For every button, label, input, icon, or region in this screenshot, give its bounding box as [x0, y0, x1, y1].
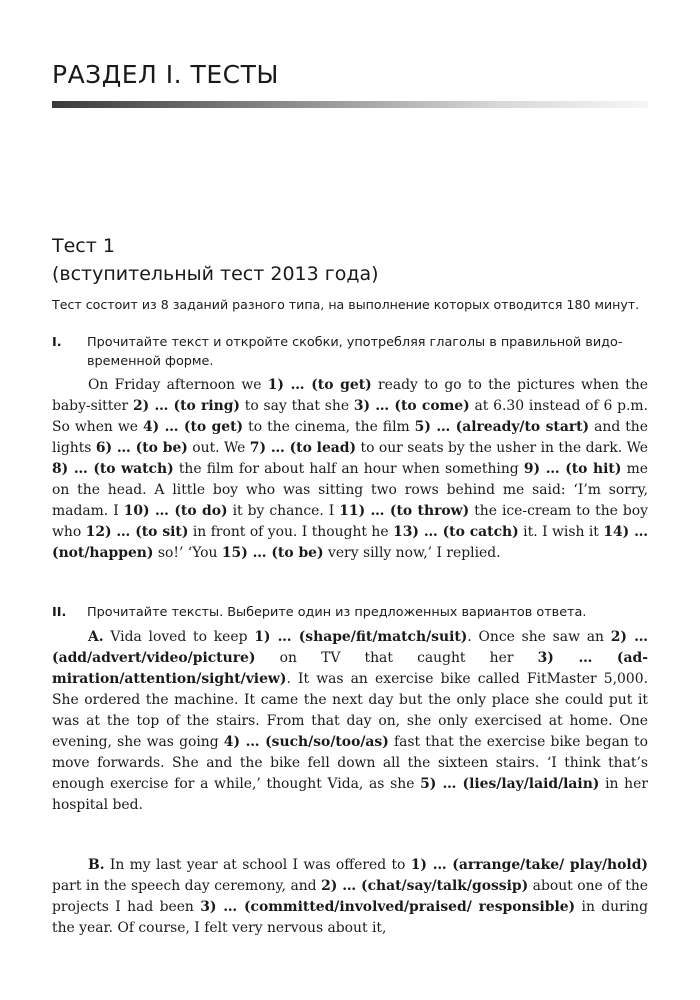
gap-prompt: 7) … (to lead): [249, 440, 357, 456]
gap-prompt: 2) … (chat/say/talk/gossip): [321, 878, 529, 894]
gap-prompt: 15) … (to be): [221, 545, 324, 561]
text-run: in her hospital bed.: [52, 776, 648, 813]
text-run: On Friday afternoon we: [88, 377, 268, 393]
text-run: to say that she: [240, 398, 354, 414]
gap-prompt: 4) … (to get): [142, 419, 244, 435]
gap-prompt: 5) … (already/to start): [414, 419, 590, 435]
gap-prompt: 5) … (lies/lay/laid/lain): [420, 776, 600, 792]
gap-prompt: 6) … (to be): [95, 440, 188, 456]
title-divider: [52, 101, 648, 108]
text-run: in during the year. Of course, I felt very nervous about it,: [52, 899, 649, 936]
task1-text: [52, 375, 648, 564]
task2-instruction-text: Прочитайте тексты. Выберите один из предложенных вариантов ответа.: [87, 605, 587, 620]
gap-prompt: 2) … (to ring): [133, 398, 240, 414]
gap-prompt: 1) … (arrange/take/ play/hold): [410, 857, 648, 873]
text-run: fast that the exercise bike began to move forwards. She and the bike fell down all the sixteen stairs. ‘I think that’s enough exercise for a while,’ thought Vida, as she: [52, 734, 648, 792]
gap-prompt: 1) … (to get): [267, 377, 372, 393]
gap-prompt: 2) … (add/advert/video/picture): [52, 629, 648, 666]
text-run: it by chance. I: [227, 503, 340, 519]
gap-prompt: 12) … (to sit): [85, 524, 189, 540]
gap-prompt: A.: [88, 629, 104, 645]
test-title: Тест 1: [52, 235, 115, 257]
gap-prompt: 3) … (admiration/attention/sight/view): [52, 650, 648, 687]
gap-prompt: 1) … (shape/fit/match/suit): [254, 629, 468, 645]
task1-instruction: [52, 333, 648, 371]
task1-instruction-text: Прочитайте текст и откройте скобки, употребляя глаголы в правильной видо-временной форме.: [87, 335, 623, 369]
text-run: on TV that caught her: [255, 650, 538, 666]
text-run: out. We: [187, 440, 250, 456]
test-intro: Тест состоит из 8 заданий разного типа, на выполнение которых отводится 180 минут.: [52, 297, 640, 312]
text-run: about one of the projects I had been: [52, 878, 648, 915]
text-run: ready to go to the pictures when the baby-sitter: [52, 377, 648, 414]
test-subtitle: (вступительный тест 2013 года): [52, 263, 379, 285]
text-run: . It was an exercise bike called FitMaster 5,000. She ordered the machine. It came the next day but the only place she could put it was at the top of the stairs. From that day on, she only exercised at home. One evening, she was going: [52, 671, 648, 750]
text-run: so!’ ‘You: [153, 545, 222, 561]
section-title: РАЗДЕЛ I. ТЕСТЫ: [52, 60, 279, 89]
gap-prompt: 10) … (to do): [123, 503, 228, 519]
gap-prompt: 11) … (to throw): [339, 503, 470, 519]
gap-prompt: 14) … (not/happen): [52, 524, 649, 561]
text-run: to our seats by the usher in the dark. We: [356, 440, 648, 456]
gap-prompt: 9) … (to hit): [523, 461, 622, 477]
gap-prompt: 4) … (such/so/too/as): [223, 734, 389, 750]
text-run: the film for about half an hour when something: [173, 461, 524, 477]
gap-prompt: B.: [88, 857, 105, 873]
gap-prompt: 3) … (to come): [353, 398, 470, 414]
text-run: at 6.30 instead of 6 p.m. So when we: [52, 398, 648, 435]
text-run: In my last year at school I was offered to: [104, 857, 411, 873]
text-run: it. I wish it: [518, 524, 604, 540]
text-run: to the cinema, the film: [243, 419, 415, 435]
text-run: Vida loved to keep: [103, 629, 255, 645]
gap-prompt: 3) … (committed/involved/praised/ responsible): [200, 899, 576, 915]
gap-prompt: 13) … (to catch): [393, 524, 519, 540]
task2-text-a: [52, 627, 648, 816]
text-run: in front of you. I thought he: [188, 524, 394, 540]
text-run: part in the speech day ceremony, and: [52, 878, 322, 894]
text-run: very silly now,’ I replied.: [323, 545, 501, 561]
text-run: and the lights: [52, 419, 648, 456]
task2-instruction: [52, 603, 648, 622]
task2-text-b: [52, 855, 648, 939]
text-run: me on the head. A little boy who was sitting two rows behind me said: ‘I’m sorry, madam. I: [52, 461, 648, 519]
task1-number: I.: [52, 335, 62, 350]
text-run: . Once she saw an: [467, 629, 611, 645]
gap-prompt: 8) … (to watch): [52, 461, 174, 477]
text-run: the ice-cream to the boy who: [52, 503, 648, 540]
test-heading: [52, 232, 379, 288]
task2-number: II.: [52, 605, 67, 620]
